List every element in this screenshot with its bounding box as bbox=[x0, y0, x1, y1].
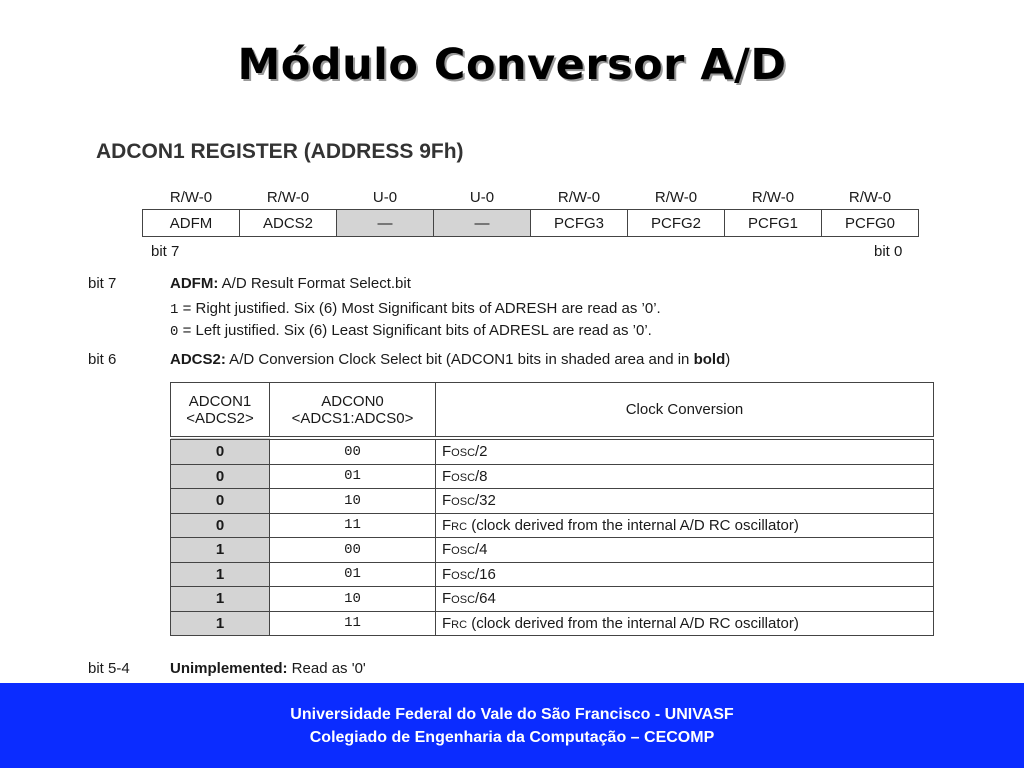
bit7-option-1 bbox=[170, 300, 661, 318]
access-cell: R/W-0 bbox=[169, 188, 213, 206]
bit6-desc-pre: A/D Conversion Clock Select bit (ADCON1 bits in shaded area and in bbox=[225, 351, 694, 368]
clock-rest: /32 bbox=[475, 492, 496, 510]
bit6-name: ADCS2: bbox=[170, 351, 226, 368]
clock-subscript: RC bbox=[451, 520, 468, 533]
header-adcon0-line1: ADCON0 bbox=[321, 392, 384, 410]
adcs1-adcs0-cell: 01 bbox=[270, 464, 436, 489]
clock-table-row bbox=[171, 562, 934, 587]
bit7-opt1-text: = Right justified. Six (6) Most Significant bits of ADRESH are read as ’0’. bbox=[178, 300, 661, 317]
access-cell: R/W-0 bbox=[848, 188, 892, 206]
bit-name-row bbox=[143, 210, 919, 237]
bit7-name: ADFM: bbox=[170, 275, 219, 292]
bit7-desc: A/D Result Format Select.bit bbox=[218, 275, 411, 292]
bit-cell: — bbox=[434, 210, 531, 237]
adcs2-cell: 0 bbox=[171, 464, 270, 489]
clock-conversion-cell bbox=[436, 464, 934, 489]
clock-rest: (clock derived from the internal A/D RC oscillator) bbox=[467, 614, 799, 632]
clock-select-table bbox=[170, 382, 934, 636]
access-cell: R/W-0 bbox=[266, 188, 310, 206]
footer-department: Colegiado de Engenharia da Computação – CECOMP bbox=[309, 729, 715, 746]
clock-main: F bbox=[442, 467, 452, 485]
adcs1-adcs0-cell: 01 bbox=[270, 562, 436, 587]
clock-subscript: OSC bbox=[451, 496, 476, 509]
clock-subscript: OSC bbox=[451, 447, 476, 460]
register-heading: ADCON1 REGISTER (ADDRESS 9Fh) bbox=[96, 140, 464, 163]
clock-rest: /2 bbox=[475, 443, 488, 461]
header-clock-conversion: Clock Conversion bbox=[436, 383, 934, 439]
adcs2-cell: 1 bbox=[171, 587, 270, 612]
clock-subscript: OSC bbox=[451, 471, 476, 484]
bit6-desc-post: ) bbox=[725, 351, 731, 368]
clock-rest: /8 bbox=[475, 467, 488, 485]
clock-rest: /4 bbox=[475, 541, 488, 559]
clock-main: F bbox=[442, 492, 452, 510]
clock-table-header bbox=[171, 383, 934, 439]
bit-cell: ADFM bbox=[143, 210, 240, 237]
bit6-description bbox=[170, 351, 730, 368]
clock-conversion-cell bbox=[436, 438, 934, 464]
adcs1-adcs0-cell: 10 bbox=[270, 489, 436, 514]
adcs2-cell: 0 bbox=[171, 438, 270, 464]
bit-high-label: bit 7 bbox=[151, 243, 180, 260]
clock-table-row bbox=[171, 587, 934, 612]
access-cell: R/W-0 bbox=[557, 188, 601, 206]
adcs1-adcs0-cell: 00 bbox=[270, 538, 436, 563]
adcs1-adcs0-cell: 11 bbox=[270, 513, 436, 538]
header-adcon1-line1: ADCON1 bbox=[188, 392, 252, 410]
adcs2-cell: 0 bbox=[171, 513, 270, 538]
bit6-label: bit 6 bbox=[88, 351, 117, 368]
adcs2-cell: 1 bbox=[171, 611, 270, 636]
footer-bar bbox=[0, 683, 1024, 768]
bit-cell: PCFG3 bbox=[531, 210, 628, 237]
adcs1-adcs0-cell: 11 bbox=[270, 611, 436, 636]
adcs1-adcs0-cell: 00 bbox=[270, 438, 436, 464]
access-cell: R/W-0 bbox=[654, 188, 698, 206]
clock-rest: /16 bbox=[475, 565, 496, 583]
register-bit-map bbox=[142, 185, 919, 237]
bit54-label: bit 5-4 bbox=[88, 660, 130, 677]
clock-main: F bbox=[442, 443, 452, 461]
clock-table-row bbox=[171, 438, 934, 464]
clock-conversion-cell bbox=[436, 562, 934, 587]
clock-conversion-cell bbox=[436, 611, 934, 636]
access-row bbox=[143, 185, 919, 210]
bit7-opt1-value: 1 bbox=[170, 302, 179, 318]
clock-main: F bbox=[442, 614, 452, 632]
access-cell: R/W-0 bbox=[751, 188, 795, 206]
access-cell: U-0 bbox=[372, 188, 398, 206]
header-adcon1-line2: <ADCS2> bbox=[186, 409, 254, 427]
clock-subscript: OSC bbox=[451, 569, 476, 582]
bit-cell: PCFG0 bbox=[822, 210, 919, 237]
bit7-option-0 bbox=[170, 322, 652, 340]
adcs1-adcs0-cell: 10 bbox=[270, 587, 436, 612]
slide-title: Módulo Conversor A/D bbox=[237, 40, 787, 90]
clock-table-row bbox=[171, 489, 934, 514]
clock-subscript: RC bbox=[451, 618, 468, 631]
clock-main: F bbox=[442, 541, 452, 559]
bit54-description bbox=[170, 660, 366, 677]
clock-table-row bbox=[171, 611, 934, 636]
clock-subscript: OSC bbox=[451, 594, 476, 607]
adcs2-cell: 0 bbox=[171, 489, 270, 514]
footer-university: Universidade Federal do Vale do São Francisco - UNIVASF bbox=[290, 706, 734, 723]
bit7-opt0-value: 0 bbox=[170, 324, 179, 340]
bit-cell: — bbox=[337, 210, 434, 237]
clock-main: F bbox=[442, 516, 452, 534]
header-adcon0-line2: <ADCS1:ADCS0> bbox=[291, 409, 414, 427]
header-adcon1 bbox=[171, 383, 270, 439]
clock-table-row bbox=[171, 538, 934, 563]
clock-conversion-cell bbox=[436, 489, 934, 514]
clock-table-body bbox=[171, 438, 934, 636]
clock-conversion-cell bbox=[436, 513, 934, 538]
bit-cell: ADCS2 bbox=[240, 210, 337, 237]
bit-low-label: bit 0 bbox=[874, 243, 903, 260]
clock-table-row bbox=[171, 513, 934, 538]
bit7-label: bit 7 bbox=[88, 275, 117, 292]
clock-rest: (clock derived from the internal A/D RC oscillator) bbox=[467, 516, 799, 534]
adcs2-cell: 1 bbox=[171, 562, 270, 587]
bit-cell: PCFG1 bbox=[725, 210, 822, 237]
clock-subscript: OSC bbox=[451, 545, 476, 558]
clock-table-row bbox=[171, 464, 934, 489]
bit54-name: Unimplemented: bbox=[170, 660, 288, 677]
clock-rest: /64 bbox=[475, 590, 496, 608]
clock-conversion-cell bbox=[436, 587, 934, 612]
clock-main: F bbox=[442, 590, 452, 608]
bit7-opt0-text: = Left justified. Six (6) Least Significant bits of ADRESL are read as ’0’. bbox=[178, 322, 652, 339]
datasheet-excerpt bbox=[84, 128, 941, 684]
adcs2-cell: 1 bbox=[171, 538, 270, 563]
bit54-desc: Read as '0' bbox=[287, 660, 366, 677]
access-cell: U-0 bbox=[469, 188, 495, 206]
bit6-desc-bold: bold bbox=[693, 351, 726, 368]
bit-cell: PCFG2 bbox=[628, 210, 725, 237]
clock-main: F bbox=[442, 565, 452, 583]
header-adcon0 bbox=[270, 383, 436, 439]
clock-conversion-cell bbox=[436, 538, 934, 563]
bit7-description bbox=[170, 275, 411, 292]
